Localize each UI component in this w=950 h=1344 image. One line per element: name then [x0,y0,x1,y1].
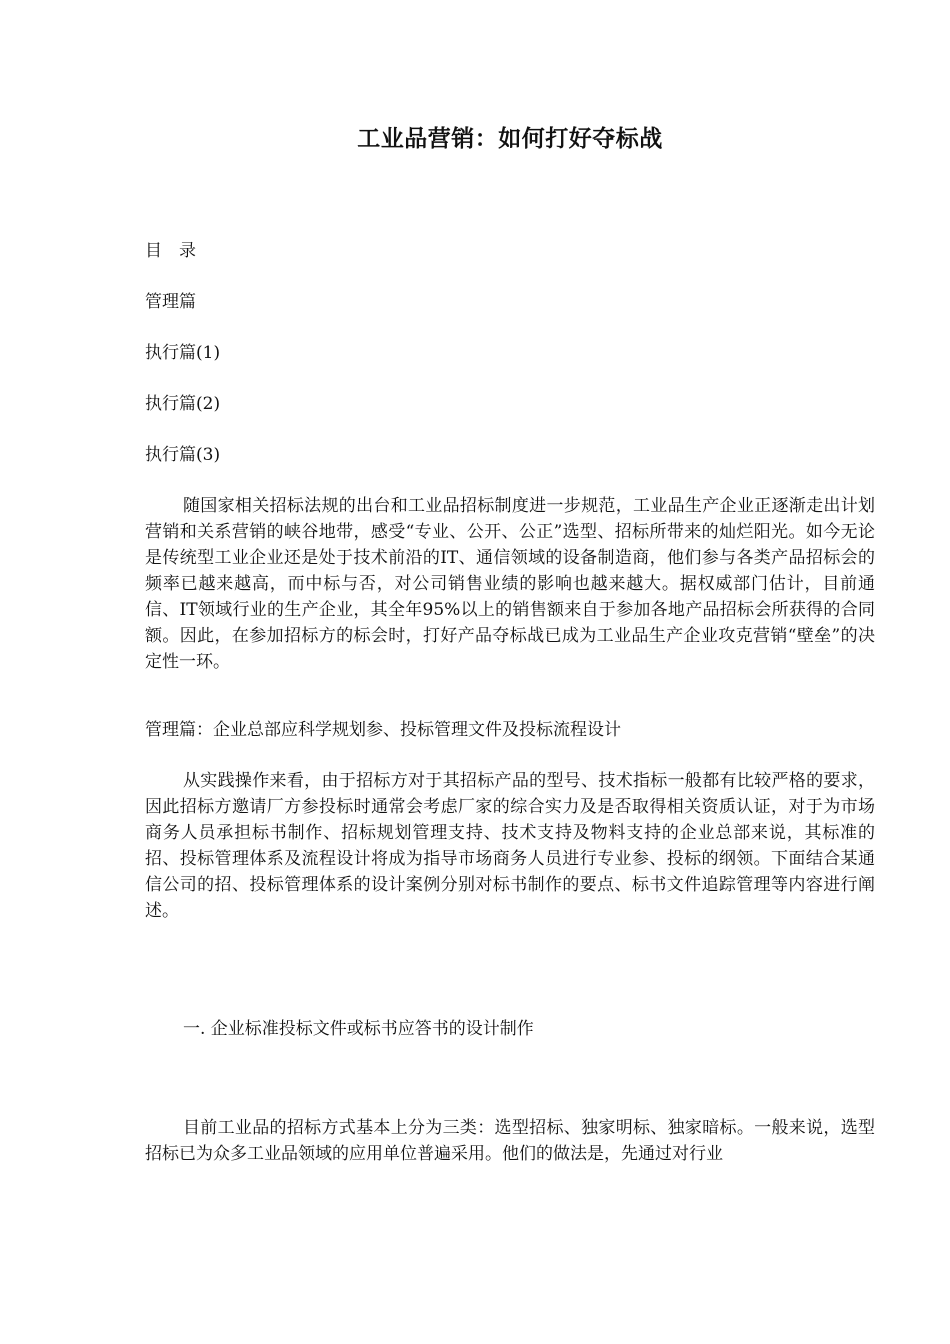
subsection-paragraph: 目前工业品的招标方式基本上分为三类：选型招标、独家明标、独家暗标。一般来说，选型招标已为众多工业品领域的应用单位普遍采用。他们的做法是，先通过对行业 [145,1118,875,1164]
document-title: 工业品营销：如何打好夺标战 [357,125,663,152]
toc-item-execution-3: 执行篇(3) [145,445,221,465]
section-heading: 管理篇：企业总部应科学规划参、投标管理文件及投标流程设计 [145,720,621,740]
intro-paragraph: 随国家相关招标法规的出台和工业品招标制度进一步规范，工业品生产企业正逐渐走出计划营销和关系营销的峡谷地带，感受“专业、公开、公正”选型、招标所带来的灿烂阳光。如今无论是传统型工业企业还是处于技术前沿的IT、通信领域的设备制造商，他们参与各类产品招标会的频率已越来越高，而中标与否，对公司销售业绩的影响也越来越大。据权威部门估计，目前通信、IT领域行业的生产企业，其全年95%以上的销售额来自于参加各地产品招标会所获得的合同额。因此，在参加招标方的标会时，打好产品夺标战已成为工业品生产企业攻克营销“壁垒”的决定性一环。 [145,496,875,672]
toc-item-management: 管理篇 [145,292,196,312]
section-paragraph: 从实践操作来看，由于招标方对于其招标产品的型号、技术指标一般都有比较严格的要求，因此招标方邀请厂方参投标时通常会考虑厂家的综合实力及是否取得相关资质认证，对于为市场商务人员承担标书制作、招标规划管理支持、技术支持及物料支持的企业总部来说，其标准的招、投标管理体系及流程设计将成为指导市场商务人员进行专业参、投标的纲领。下面结合某通信公司的招、投标管理体系的设计案例分别对标书制作的要点、标书文件追踪管理等内容进行阐述。 [145,771,875,921]
toc-item-execution-2: 执行篇(2) [145,394,221,414]
subsection-heading: 一. 企业标准投标文件或标书应答书的设计制作 [183,1019,534,1039]
toc-heading: 目 录 [145,241,196,261]
toc-item-execution-1: 执行篇(1) [145,343,221,363]
